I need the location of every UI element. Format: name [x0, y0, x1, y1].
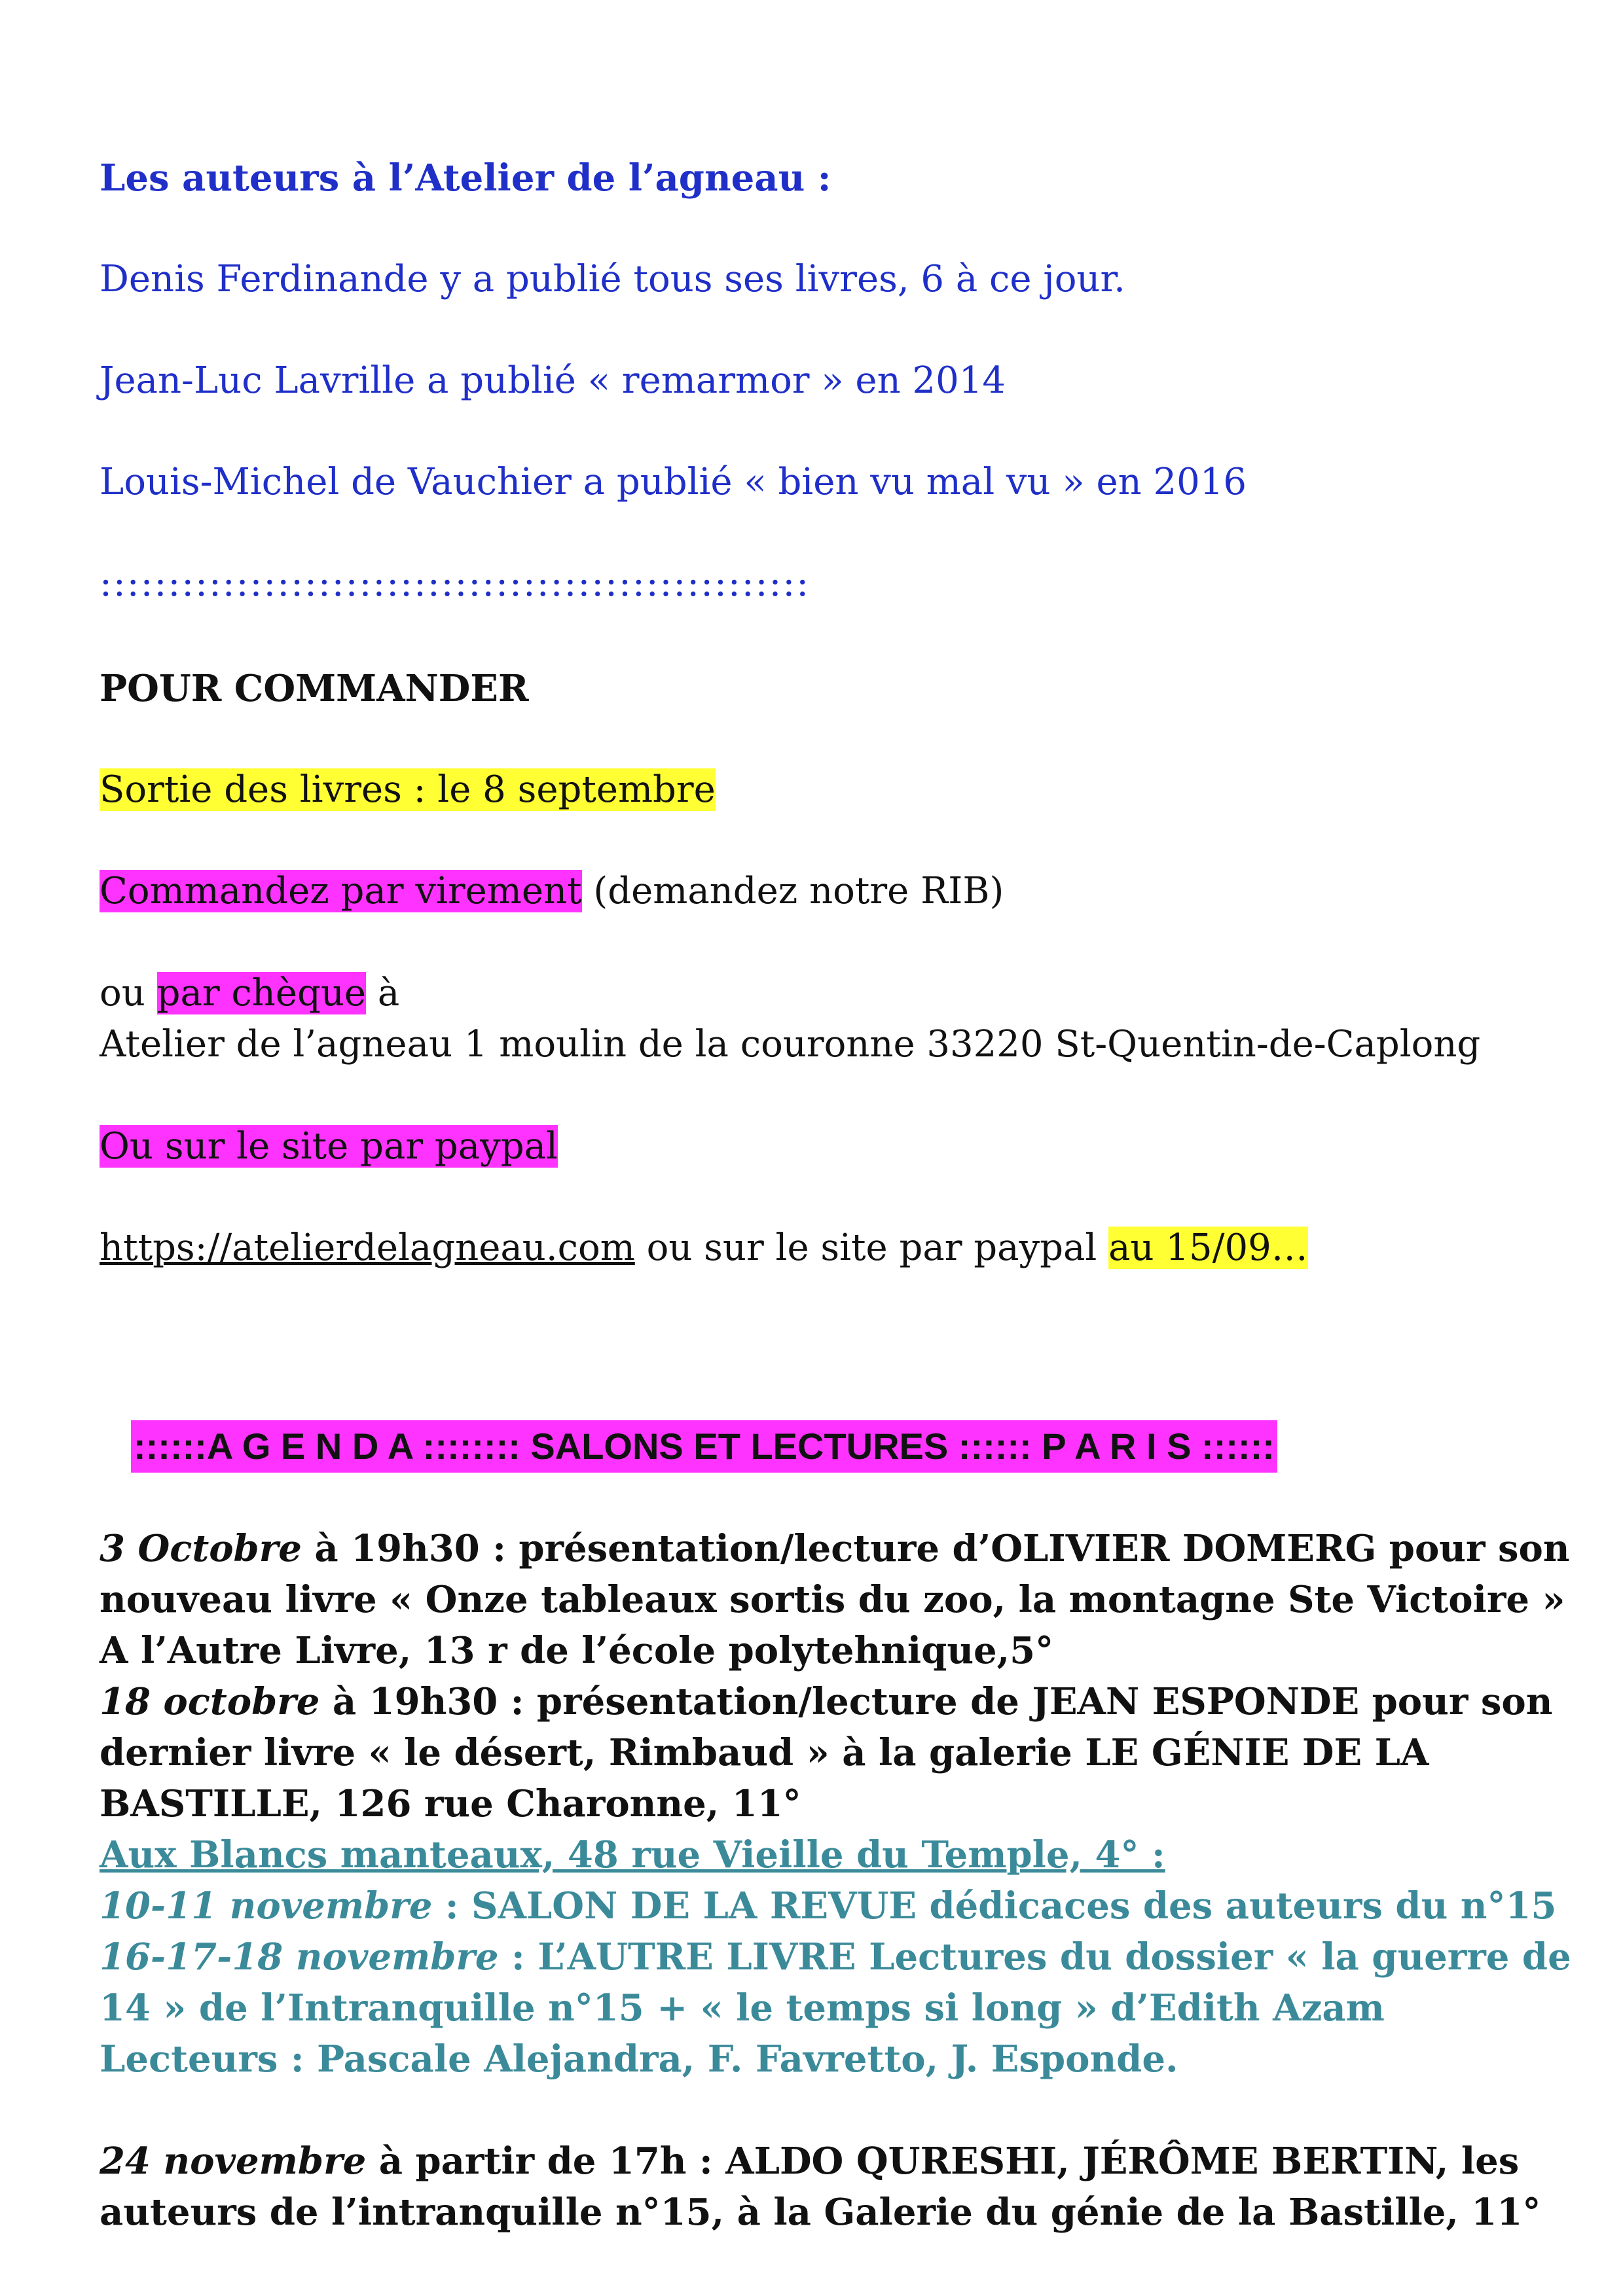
cheque-line — [100, 967, 399, 1020]
release-line — [100, 764, 716, 816]
separator-dots: :::::::::::::::::::::::::::::::::::::::::::::::::::: — [100, 562, 811, 605]
order-heading: POUR COMMANDER — [100, 667, 529, 710]
transfer-highlight: Commandez par virement — [100, 870, 582, 912]
release-highlight: Sortie des livres : le 8 septembre — [100, 768, 716, 811]
event-4-text: : L’AUTRE LIVRE Lectures du dossier « la guerre de — [498, 1935, 1571, 1979]
event-2-line-3: BASTILLE, 126 rue Charonne, 11° — [100, 1782, 801, 1825]
event-2-text: à 19h30 : présentation/lecture de JEAN ESPONDE pour son — [319, 1680, 1553, 1723]
event-5-line-1 — [100, 2136, 1519, 2187]
event-5-line-2: auteurs de l’intranquille n°15, à la Galerie du génie de la Bastille, 11° — [100, 2191, 1541, 2234]
event-3-text: : SALON DE LA REVUE dédicaces des auteurs du n°15 — [432, 1884, 1557, 1928]
transfer-line — [100, 865, 1004, 918]
paypal-highlight: Ou sur le site par paypal — [100, 1125, 558, 1168]
agenda-banner: ::::::A G E N D A :::::::: SALONS ET LECTURES :::::: P A R I S :::::: — [131, 1420, 1277, 1473]
event-1-line-3: A l’Autre Livre, 13 r de l’école polytehnique,5° — [100, 1629, 1054, 1672]
cheque-suffix: à — [366, 972, 400, 1014]
address-line: Atelier de l’agneau 1 moulin de la couronne 33220 St-Quentin-de-Caplong — [100, 1023, 1481, 1066]
author-line-1: Denis Ferdinande y a publié tous ses livres, 6 à ce jour. — [100, 258, 1125, 300]
event-1-text: à 19h30 : présentation/lecture d’OLIVIER DOMERG pour son — [301, 1527, 1570, 1570]
transfer-note: (demandez notre RIB) — [581, 870, 1004, 912]
paypal-line — [100, 1121, 558, 1173]
cheque-highlight: par chèque — [156, 972, 367, 1014]
event-4-line-1 — [100, 1931, 1571, 1982]
event-5-text: à partir de 17h : ALDO QURESHI, JÉRÔME BERTIN, les — [366, 2140, 1520, 2183]
event-1-line-2: nouveau livre « Onze tableaux sortis du zoo, la montagne Ste Victoire » — [100, 1578, 1565, 1621]
event-1-date: 3 Octobre — [100, 1527, 302, 1570]
author-line-2: Jean-Luc Lavrille a publié « remarmor » en 2014 — [100, 359, 1006, 402]
event-4-line-2: 14 » de l’Intranquille n°15 + « le temps si long » d’Edith Azam — [100, 1986, 1385, 2030]
event-4-date: 16-17-18 novembre — [100, 1935, 499, 1979]
cheque-prefix: ou — [100, 972, 157, 1014]
event-2-date: 18 octobre — [100, 1680, 320, 1723]
url-line — [100, 1222, 1308, 1274]
event-3-line-1 — [100, 1880, 1556, 1931]
author-line-3: Louis-Michel de Vauchier a publié « bien vu mal vu » en 2016 — [100, 461, 1247, 503]
event-1-line-1 — [100, 1523, 1570, 1574]
event-2-line-2: dernier livre « le désert, Rimbaud » à la galerie LE GÉNIE DE LA — [100, 1731, 1429, 1774]
url-suffix: ou sur le site par paypal — [634, 1227, 1109, 1269]
site-link[interactable]: https://atelierdelagneau.com — [100, 1227, 635, 1269]
event-4-line-3: Lecteurs : Pascale Alejandra, F. Favretto, J. Esponde. — [100, 2037, 1178, 2081]
date-highlight: au 15/09… — [1108, 1227, 1308, 1269]
venue-link[interactable]: Aux Blancs manteaux, 48 rue Vieille du Temple, 4° : — [100, 1833, 1165, 1876]
authors-title: Les auteurs à l’Atelier de l’agneau : — [100, 156, 831, 200]
event-5-date: 24 novembre — [100, 2140, 367, 2183]
event-2-line-1 — [100, 1676, 1552, 1727]
event-3-date: 10-11 novembre — [100, 1884, 433, 1928]
